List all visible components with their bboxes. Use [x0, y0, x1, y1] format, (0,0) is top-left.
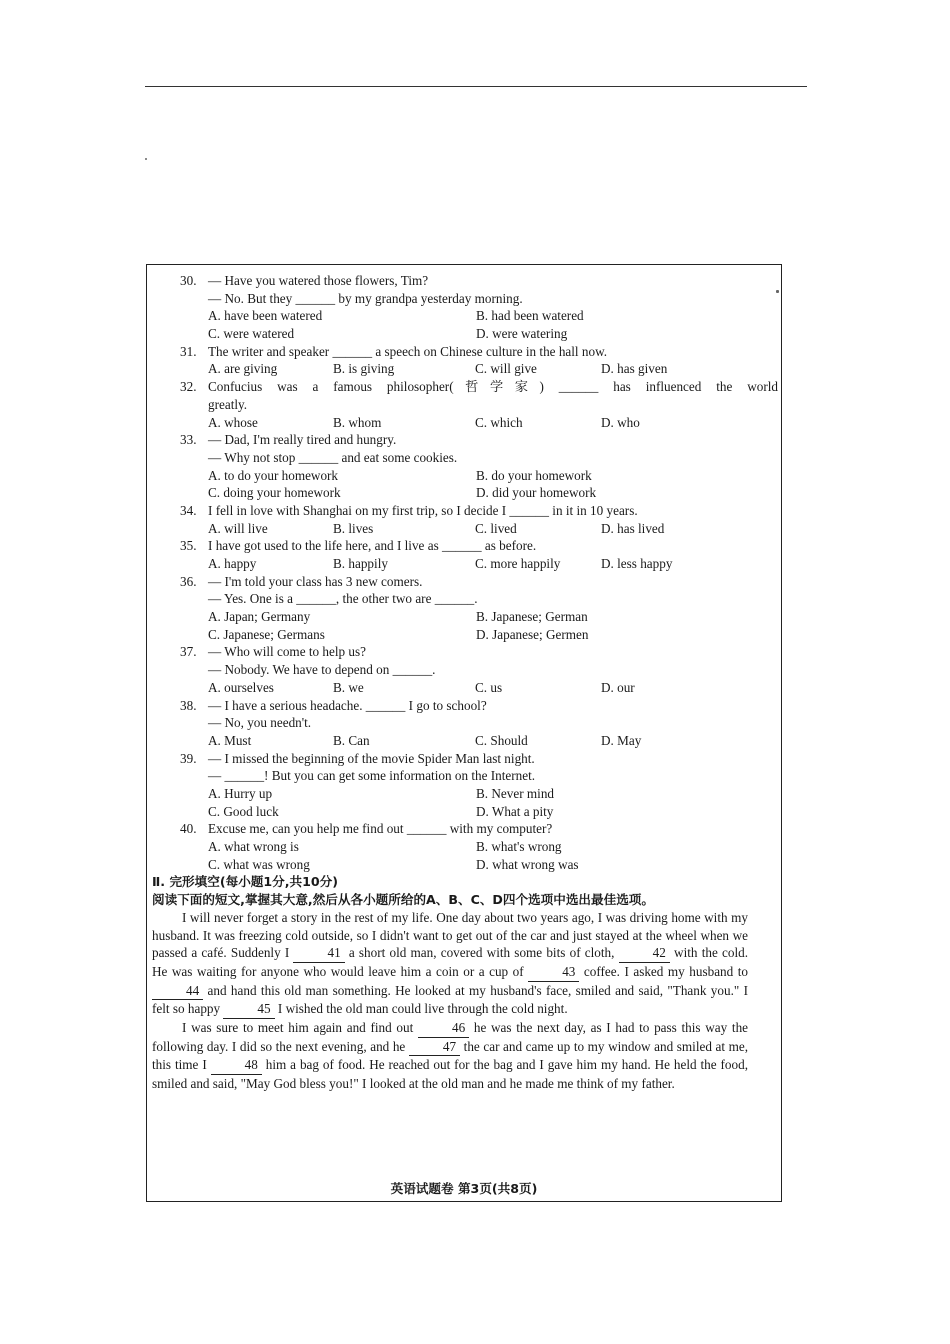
answer-option: A. have been watered — [208, 308, 323, 324]
answer-option: A. Must — [208, 732, 252, 748]
passage-text: him a bag of food. He reached out for the bag and I gave him my hand. He held the food, smiled and said, "May God bless you!" I looked at the old man and he made me think of my father. — [152, 1057, 748, 1092]
stem-line: I fell in love with Shanghai on my first trip, so I decide I ______ in it in 10 years. — [208, 502, 638, 518]
option-row — [180, 803, 778, 821]
question-stem — [208, 820, 778, 838]
option-row — [180, 467, 778, 485]
stem-line: — Nobody. We have to depend on ______. — [208, 662, 436, 678]
answer-option: B. happily — [333, 556, 388, 572]
answer-option: D. May — [601, 732, 642, 748]
stem-line: — I have a serious headache. ______ I go to school? — [208, 697, 487, 713]
question-stem — [208, 643, 778, 678]
option-row — [180, 679, 778, 697]
cloze-blank: 42 — [619, 944, 670, 963]
question-stem — [208, 573, 778, 608]
question-number: 35. — [180, 538, 197, 554]
answer-option: A. Japan; Germany — [208, 609, 311, 625]
answer-option: A. whose — [208, 414, 258, 430]
answer-option: A. happy — [208, 556, 257, 572]
question-stem — [208, 343, 778, 361]
answer-option: D. what wrong was — [476, 856, 579, 872]
answer-option: B. had been watered — [476, 308, 584, 324]
passage-text: a short old man, covered with some bits of cloth, — [348, 945, 615, 961]
question-item — [180, 697, 778, 732]
question-item — [180, 378, 778, 413]
answer-option: D. did your homework — [476, 485, 597, 501]
answer-option: B. Can — [333, 732, 370, 748]
stem-line: — Have you watered those flowers, Tim? — [208, 273, 429, 288]
question-number: 32. — [180, 379, 197, 395]
question-number: 40. — [180, 821, 197, 837]
answer-option: D. has given — [601, 361, 668, 377]
passage-text: I wished the old man could live through the cold night. — [277, 1001, 568, 1017]
option-row — [180, 555, 778, 573]
option-row — [180, 732, 778, 750]
answer-option: D. Japanese; Germen — [476, 626, 589, 642]
option-row — [180, 838, 778, 856]
answer-option: B. is giving — [333, 361, 395, 377]
answer-option: B. what's wrong — [476, 839, 562, 855]
stem-line: Excuse me, can you help me find out ______ with my computer? — [208, 821, 553, 837]
section-title: Ⅱ. 完形填空(每小题1分,共10分) — [152, 874, 338, 890]
answer-option: A. what wrong is — [208, 839, 299, 855]
question-stem — [208, 537, 778, 555]
answer-option: A. ourselves — [208, 679, 274, 695]
passage-text: I will never forget a story in the rest of my life. One day about two years ago, I was driving home with my husband. It was freezing cold outside, so I didn't want to get out of the car and just stayed at the wheel when we passed a café. Suddenly I — [152, 909, 748, 961]
stem-line: — Who will come to help us? — [208, 644, 366, 660]
question-item — [180, 643, 778, 678]
answer-option: D. were watering — [476, 326, 568, 342]
answer-option: C. Japanese; Germans — [208, 626, 325, 642]
answer-option: D. has lived — [601, 520, 665, 536]
question-stem — [208, 431, 778, 466]
option-row — [180, 360, 778, 378]
question-number: 34. — [180, 502, 197, 518]
scan-speck — [145, 158, 147, 160]
passage-paragraph-2 — [152, 1019, 748, 1093]
option-row — [180, 414, 778, 432]
option-row — [180, 520, 778, 538]
answer-option: D. who — [601, 414, 640, 430]
answer-option: C. doing your homework — [208, 485, 341, 501]
passage-text: he was the next day, as I had to pass this way the following day. I did so the next evening, and he — [152, 1020, 749, 1054]
stem-line: The writer and speaker ______ a speech on Chinese culture in the hall now. — [208, 343, 608, 359]
question-item — [180, 750, 778, 785]
answer-option: C. Should — [475, 732, 528, 748]
question-number: 31. — [180, 343, 197, 359]
stem-line: — Why not stop ______ and eat some cookies. — [208, 449, 458, 465]
passage-text: with the cold. He was waiting for anyone who would leave him a coin or a cup of — [152, 945, 749, 979]
stem-line: — I'm told your class has 3 new comers. — [208, 573, 423, 589]
answer-option: A. will live — [208, 520, 268, 536]
cloze-blank: 41 — [293, 944, 344, 963]
stem-line: — Yes. One is a ______, the other two are ______. — [208, 591, 478, 607]
answer-option: B. do your homework — [476, 467, 592, 483]
option-row — [180, 307, 778, 325]
cloze-blank: 48 — [211, 1056, 262, 1075]
question-number: 30. — [180, 273, 197, 288]
cloze-blank: 43 — [528, 963, 579, 982]
header-rule — [145, 86, 807, 87]
answer-option: B. we — [333, 679, 364, 695]
option-row — [180, 325, 778, 343]
cloze-passage — [152, 909, 748, 1093]
answer-option: D. our — [601, 679, 635, 695]
answer-option: C. which — [475, 414, 523, 430]
answer-option: D. less happy — [601, 556, 673, 572]
option-row — [180, 856, 778, 874]
option-row — [180, 608, 778, 626]
passage-text: I was sure to meet him again and find out — [182, 1020, 414, 1036]
question-stem — [208, 750, 778, 785]
passage-text: and hand this old man something. He looked at my husband's face, smiled and said, "Thank you." I felt so happy — [152, 982, 749, 1017]
exam-content — [152, 272, 778, 1093]
answer-option: B. Never mind — [476, 785, 555, 801]
question-item — [180, 820, 778, 838]
option-row — [180, 626, 778, 644]
stem-line: — ______! But you can get some information on the Internet. — [208, 768, 536, 784]
passage-text: the car and came up to my window and smiled at me, this time I — [152, 1038, 749, 1073]
answer-option: C. lived — [475, 520, 517, 536]
question-stem — [208, 272, 778, 307]
cloze-blank: 45 — [223, 1000, 274, 1019]
answer-option: D. What a pity — [476, 803, 554, 819]
answer-option: A. to do your homework — [208, 467, 339, 483]
question-item — [180, 537, 778, 555]
answer-option: C. Good luck — [208, 803, 279, 819]
stem-line: — No. But they ______ by my grandpa yesterday morning. — [208, 290, 523, 306]
answer-option: B. lives — [333, 520, 374, 536]
answer-option: A. are giving — [208, 361, 278, 377]
question-number: 38. — [180, 697, 197, 713]
section-instruction: 阅读下面的短文,掌握其大意,然后从各小题所给的A、B、C、D四个选项中选出最佳选项。 — [152, 892, 654, 908]
question-stem — [208, 697, 778, 732]
section-heading — [152, 873, 778, 908]
answer-option: C. what was wrong — [208, 856, 310, 872]
stem-line: Confucius was a famous philosopher(哲学家) ______ has influenced the world — [208, 379, 778, 395]
question-number: 37. — [180, 644, 197, 660]
question-number: 33. — [180, 432, 197, 448]
option-row — [180, 785, 778, 803]
question-item — [180, 272, 778, 307]
question-number: 39. — [180, 750, 197, 766]
answer-option: C. were watered — [208, 326, 295, 342]
answer-option: A. Hurry up — [208, 785, 273, 801]
answer-option: B. Japanese; German — [476, 609, 588, 625]
cloze-blank: 44 — [152, 982, 203, 1001]
stem-line: — I missed the beginning of the movie Spider Man last night. — [208, 750, 535, 766]
cloze-blank: 46 — [418, 1019, 469, 1038]
question-item — [180, 573, 778, 608]
question-item — [180, 431, 778, 466]
stem-line: — Dad, I'm really tired and hungry. — [208, 432, 397, 448]
answer-option: C. more happily — [475, 556, 561, 572]
cloze-blank: 47 — [409, 1038, 460, 1057]
question-stem — [208, 502, 778, 520]
passage-text: coffee. I asked my husband to — [583, 963, 749, 979]
stem-line: — No, you needn't. — [208, 715, 312, 731]
question-item — [180, 502, 778, 520]
page-footer: 英语试题卷 第3页(共8页) — [390, 1181, 538, 1196]
passage-paragraph-1 — [152, 909, 748, 1019]
option-row — [180, 484, 778, 502]
stem-line: I have got used to the life here, and I live as ______ as before. — [208, 538, 537, 554]
answer-option: C. us — [475, 679, 503, 695]
stem-line: greatly. — [208, 396, 248, 412]
question-number: 36. — [180, 573, 197, 589]
question-list — [180, 272, 778, 873]
answer-option: B. whom — [333, 414, 382, 430]
question-stem — [208, 378, 778, 413]
question-item — [180, 343, 778, 361]
answer-option: C. will give — [475, 361, 537, 377]
